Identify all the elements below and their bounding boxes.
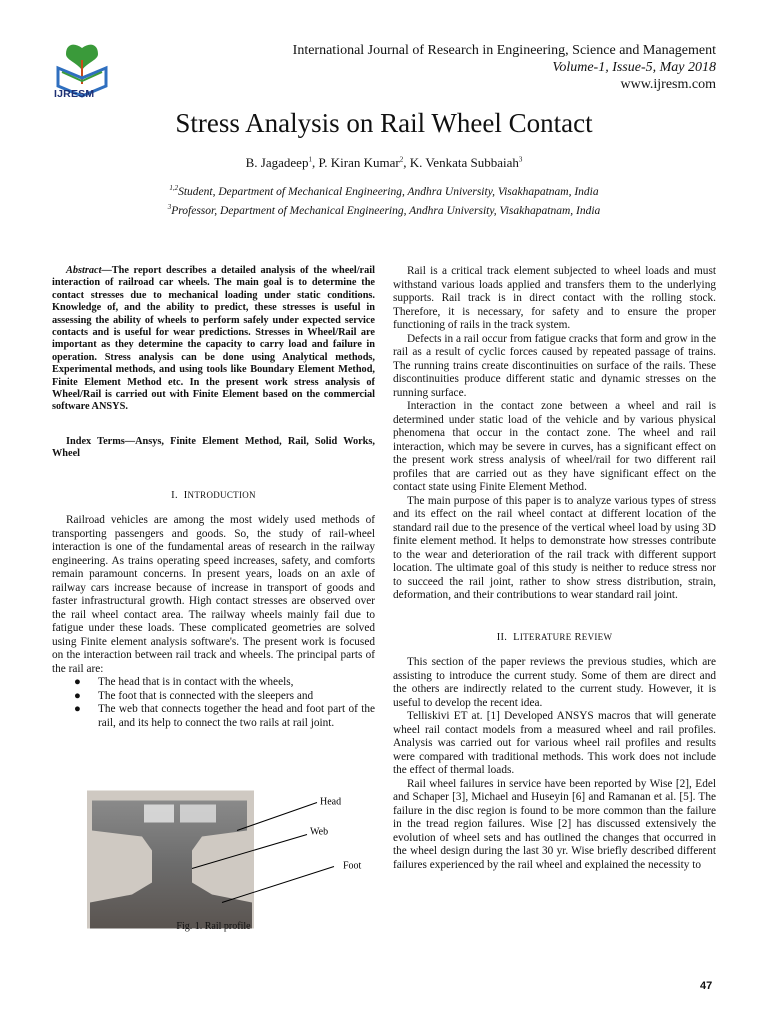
- affiliation-text: Professor, Department of Mechanical Engineering, Andhra University, Visakhapatnam, India: [171, 204, 601, 217]
- section-initial: L: [513, 631, 520, 643]
- abstract-text: —The report describes a detailed analysis of the wheel/rail interaction of railroad car wheels. The main goal is to determine the contact stresses due to mechanical loading under static conditions. Knowledge of, and the ability to predict, these stresses is useful in assessing the ability of wheels to perform safely under expected service contacts and is useful for wear predictions. Stresses in Wheel/Rail are important as they determine the capacity to carry load and failure in operation. Stress analysis can be done using Analytical methods, Experimental methods, and using tools like Boundary Element Method, Finite Element Method etc. In the present work stress analysis of Wheel/Rail is carried out with Finite Element based on the commercial software ANSYS.: [52, 265, 375, 413]
- section-rest: ITERATURE: [519, 631, 572, 642]
- affiliation-sup: 3: [167, 202, 172, 211]
- journal-volume: Volume-1, Issue-5, May 2018: [552, 60, 716, 75]
- author-name: P. Kiran Kumar: [318, 155, 400, 170]
- label-foot: Foot: [343, 860, 362, 872]
- affiliation-line: [0, 200, 768, 219]
- author-sup: 2: [399, 155, 404, 164]
- right-column: [393, 265, 716, 872]
- section-heading-literature-review: [393, 631, 716, 645]
- body-paragraph: This section of the paper reviews the previous studies, which are assisting to introduce the current study. Some of them are direct and the others are indirectly related to the current study. However, it is useful to develop the recent idea.: [393, 656, 716, 709]
- index-terms: Index Terms—Ansys, Finite Element Method, Rail, Solid Works, Wheel: [52, 435, 375, 460]
- label-web: Web: [310, 826, 329, 838]
- body-paragraph: Rail is a critical track element subjected to wheel loads and must withstand various loads applied and transfers them to the underlying supports. Rail track is in direct contact with the rolling stock. Therefore, it is necessary, for safety and to ensure the proper functioning of rails in the track system.: [393, 265, 716, 331]
- bullet-icon: ●: [74, 676, 81, 689]
- journal-header: [200, 42, 716, 93]
- body-paragraph: The main purpose of this paper is to analyze various types of stress and its effect on the rail wheel contact at different location of the standard rail due to the presence of the vertical wheel load by using 3D finite element method. It helps to demonstrate how stresses contribute to the wear and deterioration of the rail track with different support location. The ultimate goal of this study is neither to reduce stress nor to succeed the rail joint, rather to show stress distribution, strain, deformation, and their contributions to wear standard rail joint.: [393, 494, 716, 601]
- author-sup: 1: [308, 155, 312, 164]
- intro-paragraph: Railroad vehicles are among the most widely used methods of transporting passengers and goods. So, the study of rail-wheel interaction is one of the fundamental areas of research in the railway engineering. As trains operating speed increases, safety, and comforts remain paramount concerns. In present years, loads on an axle of railway cars increase because of increase in transport of goods and faster infrastructural growth. High contact stresses are observed over the rail wheel contact area. The railway wheels mainly fail due to fatigue under these loads. These complicated geometries are solved using Finite element analysis software's. The present work is focused on the interaction between rail track and wheels. The principal parts of the rail are:: [52, 514, 375, 675]
- section-initial: I: [183, 489, 188, 501]
- rail-parts-list: [52, 676, 375, 730]
- affiliation-sup: 1,2: [169, 184, 179, 192]
- section-initial: R: [574, 631, 582, 643]
- section-rest: NTRODUCTION: [187, 489, 256, 500]
- affiliation-line: [0, 181, 768, 200]
- label-head: Head: [320, 796, 342, 808]
- author-name: B. Jagadeep: [245, 155, 309, 170]
- page-number: 47: [700, 980, 713, 992]
- list-item-text: The foot that is connected with the sleepers and: [98, 689, 314, 702]
- affiliation-text: Student, Department of Mechanical Engineering, Andhra University, Visakhapatnam, India: [178, 185, 599, 198]
- label-sticker: [144, 805, 174, 823]
- abstract: [52, 265, 375, 414]
- rail-profile-figure: [52, 778, 375, 943]
- figure-caption: Fig. 1. Rail profile: [176, 921, 251, 932]
- body-paragraph: Rail wheel failures in service have been reported by Wise [2], Edel and Schaper [3], Michael and Huseyin [6] and Ramanan et al. [5]. The failure in the disc region is found to be more common than the failure in the tread region failures. Wise [2] has discussed extensively the evolution of wheel sets and has outlined the changes that occurred in the wheel design during the last 30 yr. Wise briefly described different failures experienced by the rail wheel and explained the necessity to: [393, 777, 716, 871]
- journal-website[interactable]: www.ijresm.com: [620, 77, 716, 92]
- section-heading-introduction: [52, 489, 375, 503]
- label-sticker: [180, 805, 216, 823]
- abstract-label: Abstract: [66, 265, 102, 276]
- section-rest: EVIEW: [581, 631, 613, 642]
- paper-title: Stress Analysis on Rail Wheel Contact: [175, 108, 593, 138]
- list-item: [74, 676, 375, 690]
- author-sup: 3: [518, 155, 523, 164]
- author-list: B. Jagadeep$^1$, P. Kiran Kumar$^2$, K. Venkata Subbaiah$^3$: [245, 155, 523, 170]
- section-number: I.: [171, 489, 178, 501]
- affiliations: [0, 181, 768, 219]
- body-paragraph: Defects in a rail occur from fatigue cracks that form and grow in the rail as a result of cyclic forces caused by repeated passage of trains. The running trains create discontinuities on surface of the rails. These discontinuities produce different static and dynamic stresses on the running surface.: [393, 332, 716, 399]
- journal-name: International Journal of Research in Engineering, Science and Management: [292, 43, 716, 58]
- left-column: [52, 265, 375, 730]
- list-item-text: The head that is in contact with the wheels,: [98, 676, 294, 689]
- body-paragraph: Interaction in the contact zone between a wheel and rail is determined under static load of the vehicle and by various physical phenomena that occur in the contact zone. The wheel and rail interaction, which may be severe in curves, has a significant effect on the present work stress analysis of wheel/rail for two different rail profiles that are carried out as they have significant effect on the contact state using Finite Element Method.: [393, 400, 716, 493]
- logo-text: IJRESM: [54, 88, 95, 100]
- list-item-text: The web that connects together the head and foot part of the rail, and its help to connect the two rails at rail joint.: [98, 703, 375, 729]
- body-paragraph: Telliskivi ET at. [1] Developed ANSYS macros that will generate wheel rail contact models from a measured wheel and rail profiles. Analysis was carried out for various wheel rail profiles and results were compared with traditional methods. This work does not include the effect of thermal loads.: [393, 710, 716, 776]
- list-item: [74, 703, 375, 730]
- bullet-icon: ●: [74, 703, 81, 716]
- list-item: [74, 689, 375, 704]
- bullet-icon: ●: [74, 689, 81, 702]
- author-name: K. Venkata Subbaiah: [409, 155, 519, 170]
- section-number: II.: [496, 631, 508, 643]
